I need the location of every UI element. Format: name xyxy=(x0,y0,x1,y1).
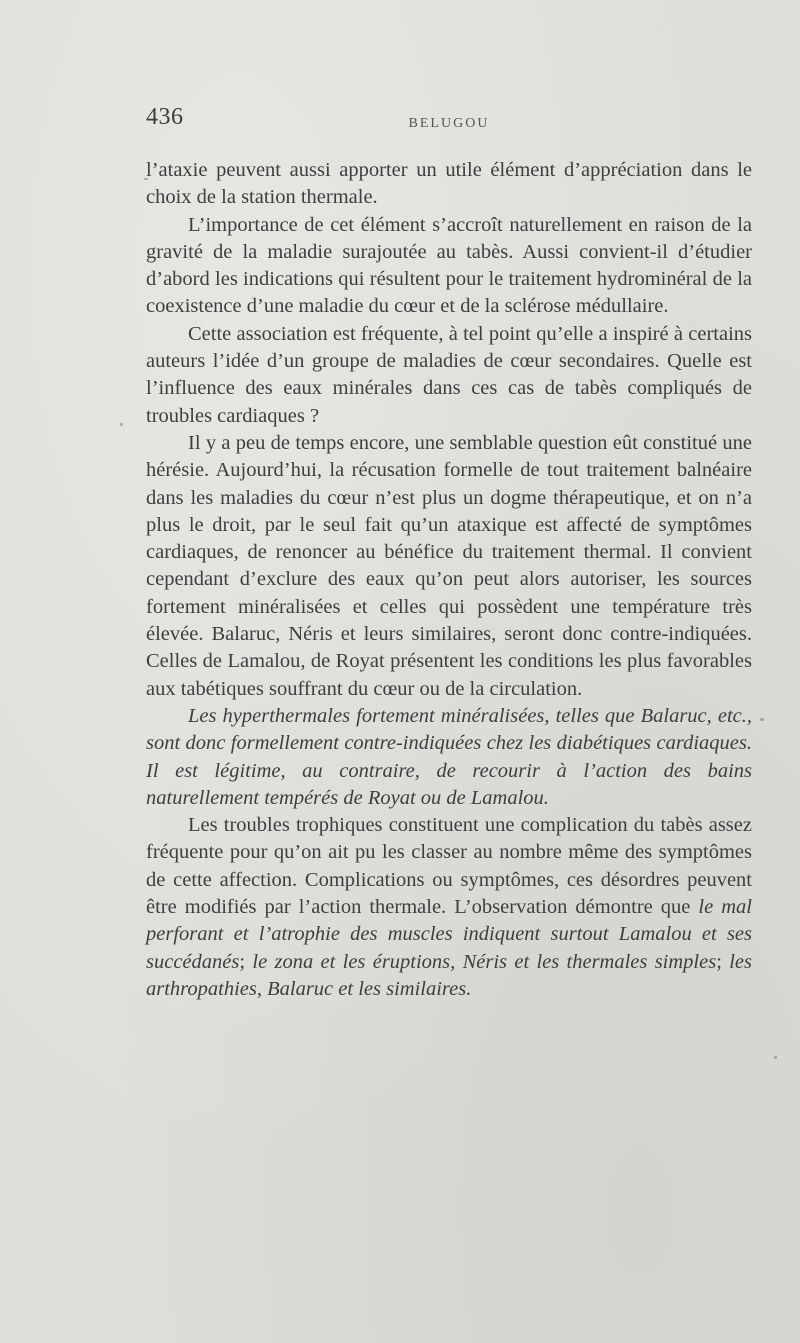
italic-run: le mal perforant et l’atrophie des muscles indiquent surtout Lamalou et ses succédanés xyxy=(146,896,752,973)
paragraph xyxy=(146,212,752,321)
text-run: ; xyxy=(239,950,253,973)
print-speck xyxy=(120,423,123,426)
paragraph xyxy=(146,812,752,1003)
italic-run: les arthropathies, Balaruc et les similaires. xyxy=(146,950,752,1000)
page-number: 436 xyxy=(146,104,184,130)
paragraph xyxy=(146,157,752,212)
running-title: BELUGOU xyxy=(408,116,490,131)
paragraph xyxy=(146,321,752,430)
italic-run: Les hyperthermales fortement minéralisées, telles que Balaruc, etc., sont donc formellement contre-indiquées chez les diabétiques cardiaques. Il est légitime, au contraire, de recourir à l’action des bains naturellement tempérés de Royat ou de Lamalou. xyxy=(146,704,752,809)
text-run: Cette association est fréquente, à tel point qu’elle a inspiré à certains auteurs l’idée d’un groupe de maladies de cœur secondaires. Quelle est l’influence des eaux minérales dans ces cas de tabès compliqués de troubles cardiaques ? xyxy=(146,322,752,427)
paragraph xyxy=(146,703,752,812)
print-speck xyxy=(760,718,764,721)
text-run: Les troubles trophiques constituent une complication du tabès assez fréquente pour qu’on ait pu les classer au nombre même des symptômes de cette affection. Complications ou symptômes, ces désordres peuvent être modifiés par l’action thermale. L’observation démontre que xyxy=(146,814,752,919)
text-run: Il y a peu de temps encore, une semblable question eût constitué une hérésie. Aujourd’hui, la récusation formelle de tout traitement balnéaire dans les maladies du cœur n’est plus un dogme thérapeutique, et on n’a plus le droit, par le seul fait qu’un ataxique est affecté de symptômes cardiaques, de renoncer au bénéfice du traitement thermal. Il convient cependant d’exclure des eaux qu’on peut alors autoriser, les sources fortement minéralisées et celles qui possèdent une température très élevée. Balaruc, Néris et leurs similaires, seront donc contre-indiquées. Celles de Lamalou, de Royat présentent les conditions les plus favorables aux tabétiques souffrant du cœur ou de la circulation. xyxy=(146,431,752,700)
text-run: L’importance de cet élément s’accroît naturellement en raison de la gravité de la maladie surajoutée au tabès. Aussi convient-il d’étudier d’abord les indications qui résultent pour le traitement hydrominéral de la coexistence d’une maladie du cœur et de la sclérose médullaire. xyxy=(146,213,752,318)
paragraph xyxy=(146,430,752,703)
italic-run: le zona et les éruptions, Néris et les thermales simples xyxy=(252,950,717,973)
text-run: ; xyxy=(716,950,730,973)
print-speck xyxy=(774,1056,777,1059)
running-head xyxy=(146,104,752,144)
body-text xyxy=(146,157,752,1003)
text-run: l’ataxie peuvent aussi apporter un utile élément d’appréciation dans le choix de la station thermale. xyxy=(146,159,752,209)
print-speck xyxy=(144,178,148,180)
